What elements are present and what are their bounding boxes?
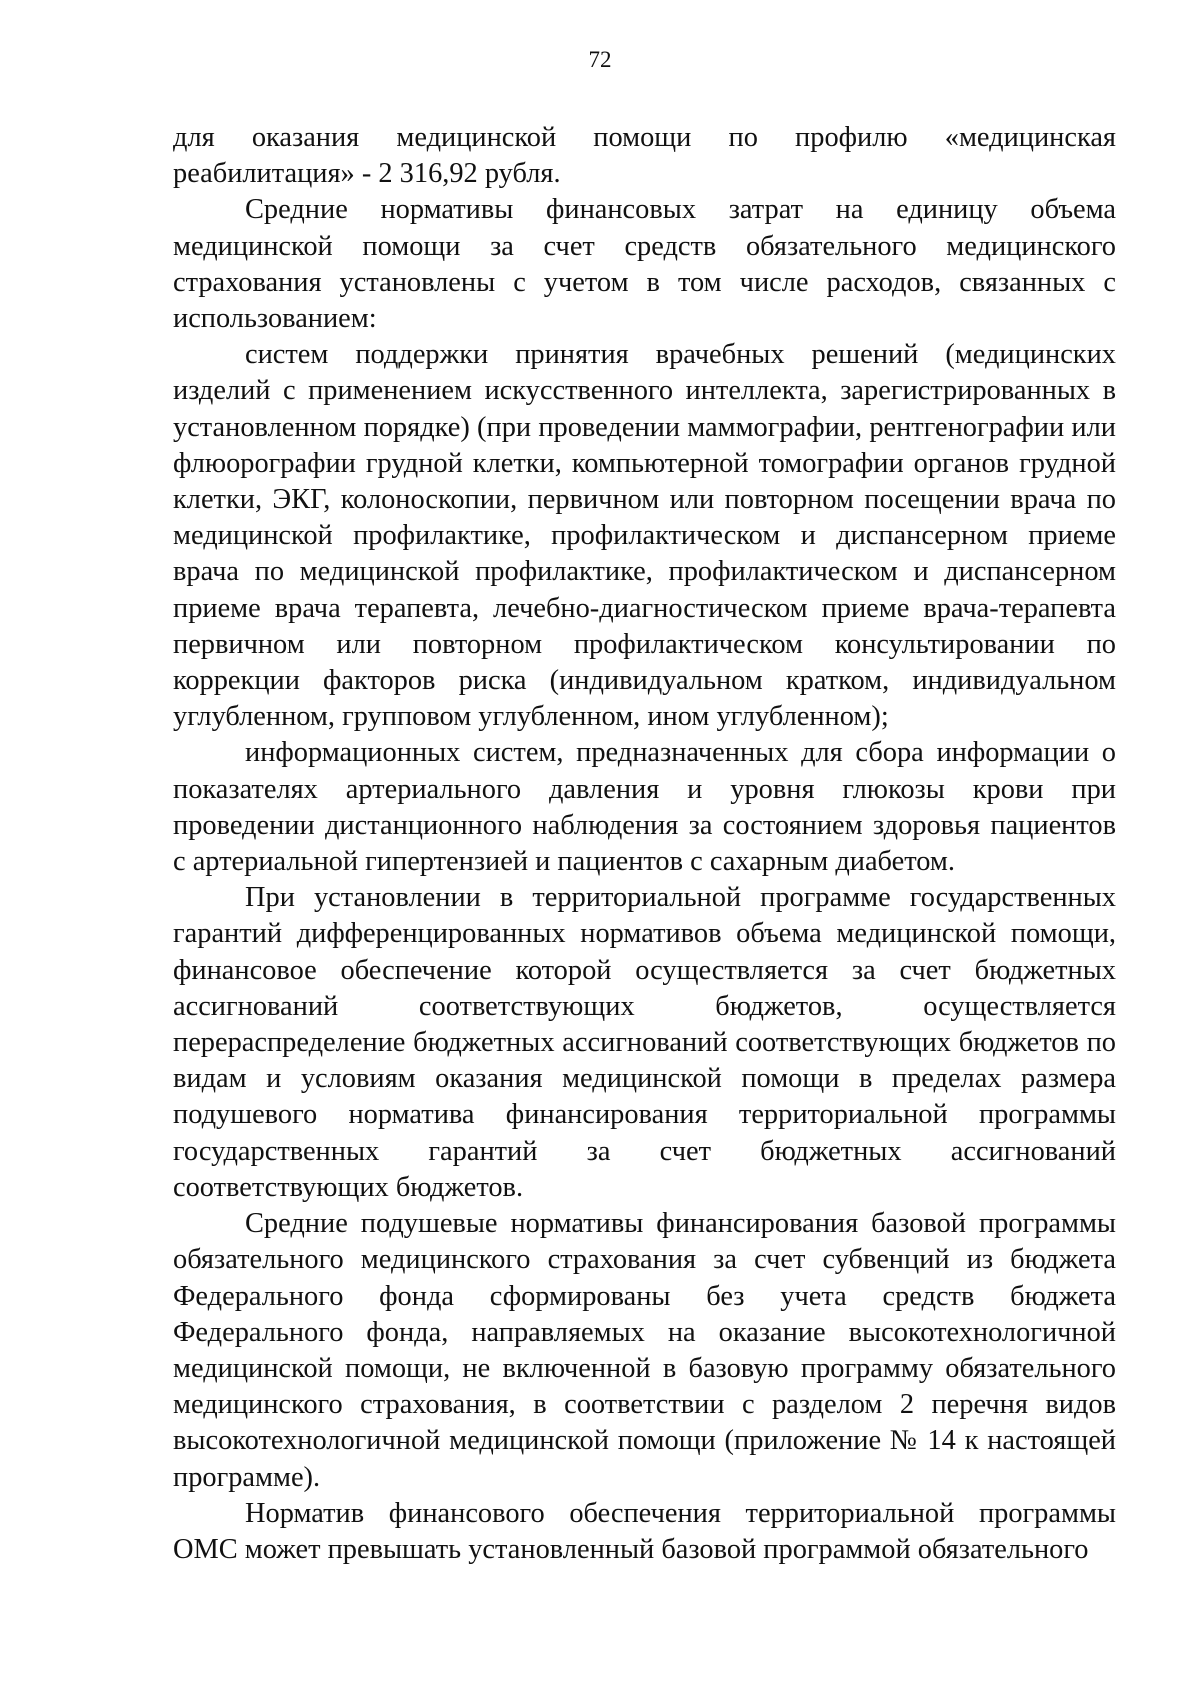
paragraph-5: При установлении в территориальной программе государственных гарантий дифференцированных нормативов объема медицинской помощи, финансовое обеспечение которой осуществляется за счет бюджетных ассигнований соответствующих бюджетов, осуществляется перераспределение бюджетных ассигнований соответствующих бюджетов по видам и условиям оказания медицинской помощи в пределах размера подушевого норматива финансирования территориальной программы государственных гарантий за счет бюджетных ассигнований соответствующих бюджетов. xyxy=(173,882,1116,1203)
paragraph-2: Средние нормативы финансовых затрат на единицу объема медицинской помощи за счет средств обязательного медицинского страхования установлены с учетом в том числе расходов, связанных с использованием: xyxy=(173,194,1116,335)
document-body xyxy=(173,120,1116,1568)
paragraph-4: информационных систем, предназначенных для сбора информации о показателях артериального давления и уровня глюкозы крови при проведении дистанционного наблюдения за состоянием здоровья пациентов с артериальной гипертензией и пациентов с сахарным диабетом. xyxy=(173,737,1116,878)
paragraph-7: Норматив финансового обеспечения территориальной программы ОМС может превышать установленный базовой программой обязательного xyxy=(173,1497,1116,1565)
page-number: 72 xyxy=(588,47,612,72)
paragraph-1: для оказания медицинской помощи по профилю «медицинская реабилитация» - 2 316,92 рубля. xyxy=(173,122,1116,190)
paragraph-3: систем поддержки принятия врачебных решений (медицинских изделий с применением искусственного интеллекта, зарегистрированных в установленном порядке) (при проведении маммографии, рентгенографии или флюорографии грудной клетки, компьютерной томографии органов грудной клетки, ЭКГ, колоноскопии, первичном или повторном посещении врача по медицинской профилактике, профилактическом и диспансерном приеме врача по медицинской профилактике, профилактическом и диспансерном приеме врача терапевта, лечебно-диагностическом приеме врача-терапевта первичном или повторном профилактическом консультировании по коррекции факторов риска (индивидуальном кратком, индивидуальном углубленном, групповом углубленном, ином углубленном); xyxy=(173,339,1116,733)
paragraph-6: Средние подушевые нормативы финансирования базовой программы обязательного медицинского страхования за счет субвенций из бюджета Федерального фонда сформированы без учета средств бюджета Федерального фонда, направляемых на оказание высокотехнологичной медицинской помощи, не включенной в базовую программу обязательного медицинского страхования, в соответствии с разделом 2 перечня видов высокотехнологичной медицинской помощи (приложение № 14 к настоящей программе). xyxy=(173,1208,1116,1493)
